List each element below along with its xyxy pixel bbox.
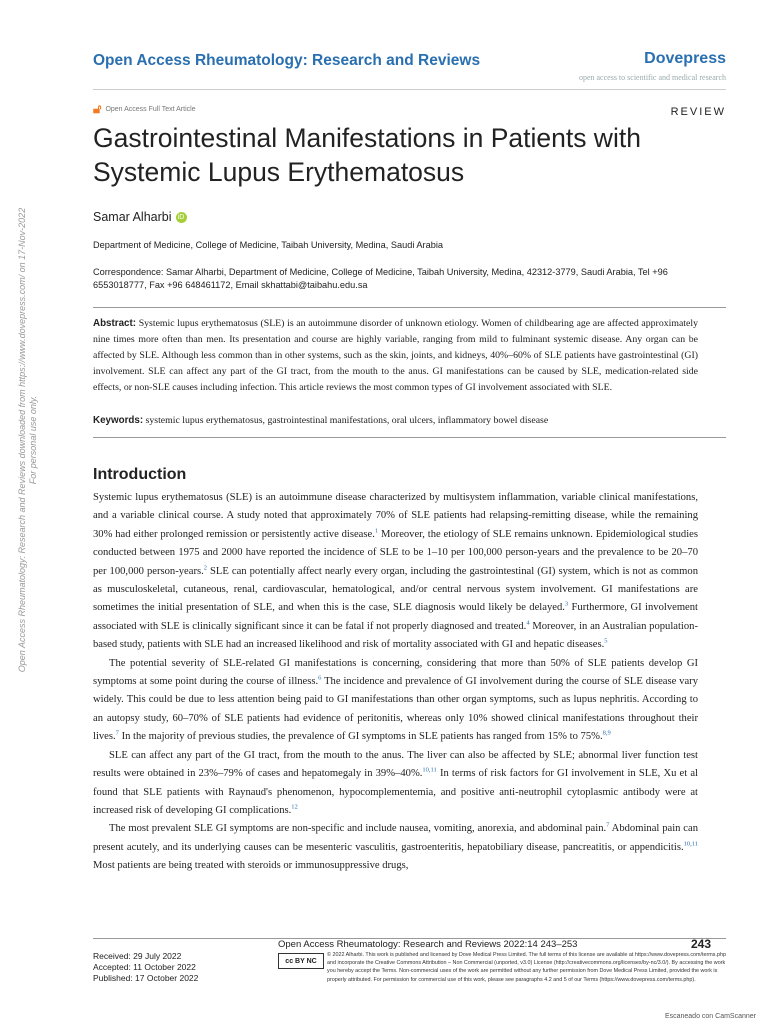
creative-commons-icon[interactable]: cc BY NC bbox=[278, 953, 324, 969]
paragraph-text: In the majority of previous studies, the prevalence of GI symptoms in SLE patients has ranged from 15% to 75%. bbox=[118, 731, 603, 743]
page-number: 243 bbox=[690, 937, 711, 951]
open-access-label bbox=[93, 101, 196, 117]
paragraph-text: Systemic lupus erythematosus (SLE) is an autoimmune disease characterized by multisystem inflammation, variable clinical manifestations, and a variable clinical course. A study noted that approximately 70% of SLE patients had relapsing-remitting disease, while the remaining 30% had either prolonged remission or persistently active disease. bbox=[93, 492, 698, 540]
published-date: Published: 17 October 2022 bbox=[93, 973, 199, 983]
citation-ref[interactable]: 3 bbox=[564, 600, 569, 608]
paper-title: Gastrointestinal Manifestations in Patients with Systemic Lupus Erythematosus bbox=[93, 123, 641, 187]
keywords-divider bbox=[93, 437, 726, 438]
intro-body bbox=[93, 489, 698, 876]
abstract-text: Systemic lupus erythematosus (SLE) is an autoimmune disorder of unknown etiology. Women of childbearing age are affected approximately nine times more often than men. Its presentation and course are highly variable, ranging from mild to fulminant systemic disease. Any organ can be affected by SLE. Although less common than in other systems, such as the skin, joints, and kidneys, 40%–60% of SLE patients have gastrointestinal (GI) involvement. SLE can affect any part of the GI tract, from the mouth to the anus. GI manifestations can be caused by SLE, medication-related side effects, or non-SLE causes including infection. This article reviews the most common types of GI involvement associated with SLE. bbox=[93, 318, 699, 393]
header-divider bbox=[93, 89, 726, 90]
scanner-watermark: Escaneado con CamScanner bbox=[664, 1013, 756, 1020]
citation-ref[interactable]: 1 bbox=[374, 527, 379, 535]
intro-paragraph-2 bbox=[93, 655, 698, 747]
citation-ref[interactable]: 8,9 bbox=[602, 729, 611, 737]
citation-ref[interactable]: 4 bbox=[526, 619, 530, 627]
correspondence: Correspondence: Samar Alharbi, Department of Medicine, College of Medicine, Taibah University, Medina, 42312-3779, Saudi Arabia, Tel +96 6553018777, Fax +96 648461172, Email skhattabi@taibahu.edu.sa bbox=[93, 267, 668, 290]
publication-dates bbox=[93, 951, 198, 984]
affiliation: Department of Medicine, College of Medicine, Taibah University, Medina, Saudi Arabia bbox=[93, 240, 443, 250]
citation-ref[interactable]: 12 bbox=[291, 803, 298, 811]
article-type: REVIEW bbox=[670, 106, 726, 118]
intro-paragraph-1 bbox=[93, 489, 698, 655]
open-access-text: Open Access Full Text Article bbox=[105, 105, 196, 113]
keywords bbox=[93, 413, 698, 429]
paragraph-text: The potential severity of SLE-related GI manifestations is concerning, considering that more than 50% of SLE patients develop GI symptoms at some point during the course of illness. bbox=[93, 657, 698, 688]
paragraph-text: SLE can affect any part of the GI tract, from the mouth to the anus. The liver can also be affected by SLE; abnormal liver function test results were obtained in 23%–79% of cases and hepatomegaly in 39%–40%. bbox=[93, 749, 698, 780]
footer-citation[interactable]: Open Access Rheumatology: Research and Reviews 2022:14 243–253 bbox=[278, 939, 578, 950]
citation-ref[interactable]: 7 bbox=[115, 729, 119, 737]
paragraph-text: Moreover, in an Australian population-based study, patients with SLE had an increased likelihood and risk of mortality associated with GI and hepatic diseases. bbox=[93, 620, 698, 651]
abstract-label: Abstract: bbox=[93, 318, 137, 329]
paragraph-text: Abdominal pain can present acutely, and its underlying causes can be mesenteric vasculitis, gastroenteritis, hepatobiliary disease, pancreatitis, or appendicitis. bbox=[93, 823, 698, 853]
download-watermark-line-1: Open Access Rheumatology: Research and Reviews downloaded from https://www.dovepress.com/ on 17-Nov-2022 bbox=[17, 207, 27, 673]
received-date: Received: 29 July 2022 bbox=[93, 951, 182, 961]
citation-ref[interactable]: 2 bbox=[203, 564, 208, 572]
accepted-date: Accepted: 11 October 2022 bbox=[93, 962, 196, 972]
author-name[interactable]: Samar Alharbi bbox=[93, 210, 172, 224]
paragraph-text: Most patients are being treated with steroids or immunosuppressive drugs, bbox=[93, 860, 409, 872]
paragraph-text: SLE can potentially affect nearly every organ, including the gastrointestinal (GI) system, which is not as common as musculoskeletal, cutaneous, renal, cardiovascular, hematological, and/or central nervous system involvement. GI manifestations are sometimes the initial presentation of SLE, and when this is the case, SLE diagnosis would likely be delayed. bbox=[93, 565, 698, 614]
abstract bbox=[93, 316, 698, 396]
intro-paragraph-4 bbox=[93, 820, 698, 875]
paragraph-text: Moreover, the etiology of SLE remains unknown. Epidemiological studies conducted between 1975 and 2000 have reported the incidence of SLE to be 1–10 per 100,000 person-years and the prevalence to be 20–70 per 100,000 person-years. bbox=[93, 528, 698, 577]
journal-title: Open Access Rheumatology: Research and Reviews bbox=[93, 52, 481, 69]
author-line bbox=[93, 210, 187, 224]
license-text: © 2022 Alharbi. This work is published and licensed by Dove Medical Press Limited. The full terms of this license are available at https://www.dovepress.com/terms.php and incorporate the Creative Commons Attribution – Non Commercial (unported, v3.0) License (http://creativecommons.org/licenses/by-nc/3.0/). By accessing the work you hereby accept the Terms. Non-commercial uses of the work are permitted without any further permission from Dove Medical Press Limited, provided the work is properly attributed. For permission for commercial use of this work, please see paragraphs 4.2 and 5 of our Terms (https://www.dovepress.com/terms.php). bbox=[327, 952, 726, 983]
orcid-icon[interactable]: iD bbox=[176, 212, 187, 223]
intro-paragraph-3 bbox=[93, 747, 698, 821]
abstract-divider bbox=[93, 307, 726, 308]
publisher-tagline: open access to scientific and medical research bbox=[578, 73, 726, 82]
keywords-label: Keywords: bbox=[93, 415, 144, 426]
section-heading: Introduction bbox=[93, 466, 187, 483]
citation-ref[interactable]: 10,11 bbox=[422, 766, 437, 774]
keywords-text: systemic lupus erythematosus, gastrointestinal manifestations, oral ulcers, inflammatory bowel disease bbox=[145, 415, 549, 426]
download-watermark-line-2: For personal use only. bbox=[28, 395, 38, 485]
paragraph-text: In terms of risk factors for GI involvement in SLE, Xu et al found that SLE patients with Raynaud's phenomenon, hypocomplementemia, and positive anti-neutrophil cytoplasmic antibody were at increased risk of developing GI complications. bbox=[93, 768, 698, 816]
paragraph-text: Furthermore, GI involvement associated with SLE is clinically significant since it can be fatal if not properly diagnosed and treated. bbox=[93, 602, 698, 632]
citation-ref[interactable]: 7 bbox=[606, 821, 610, 829]
citation-ref[interactable]: 6 bbox=[318, 674, 322, 682]
paragraph-text: The most prevalent SLE GI symptoms are non-specific and include nausea, vomiting, anorexia, and abdominal pain. bbox=[109, 823, 607, 835]
download-watermark bbox=[17, 208, 39, 672]
citation-ref[interactable]: 10,11 bbox=[683, 840, 698, 848]
publisher-logo: Dovepress bbox=[644, 50, 726, 67]
citation-ref[interactable]: 5 bbox=[604, 637, 608, 645]
paragraph-text: The incidence and prevalence of GI involvement during the course of SLE disease vary widely. This could be due to less attention being paid to GI manifestations than other organ symptoms, such as lupus nephritis. According to an autopsy study, 60–70% of SLE patients had evidence of peritonitis, whereas only 10% showed clinical manifestations throughout their lives. bbox=[93, 676, 698, 743]
open-access-lock-icon: 🔓︎ bbox=[93, 101, 102, 116]
